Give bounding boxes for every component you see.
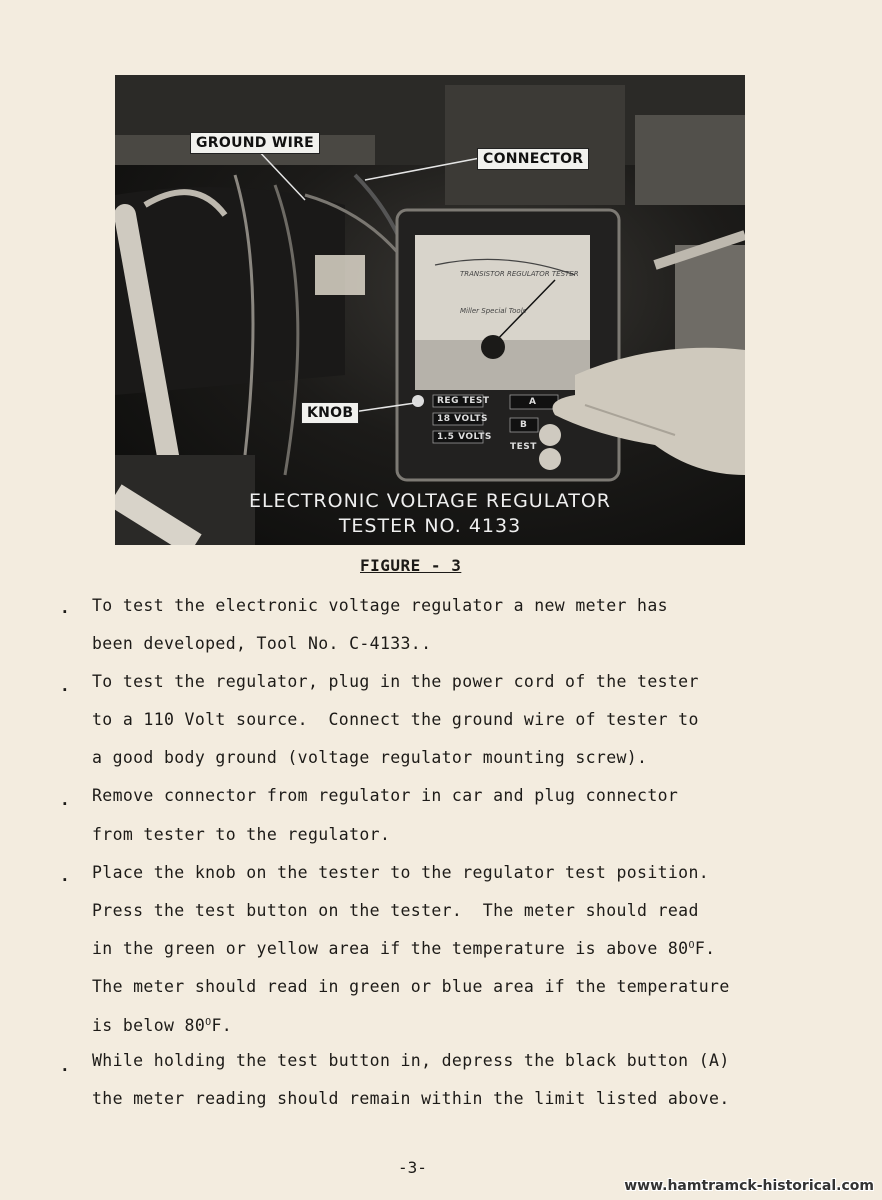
text-line: Press the test button on the tester. The meter should read xyxy=(92,901,699,920)
text-line: a good body ground (voltage regulator mounting screw). xyxy=(92,748,648,767)
text-line: is below 80 xyxy=(92,1016,206,1035)
temperature-unit: F. xyxy=(211,1016,233,1035)
text-line: To test the electronic voltage regulator a new meter has xyxy=(92,596,668,615)
knob-callout: KNOB xyxy=(301,402,359,424)
bullet: . xyxy=(60,676,70,695)
eighteen-volts-label: 18 VOLTS xyxy=(437,414,488,424)
text-line: The meter should read in green or blue area if the temperature xyxy=(92,977,730,996)
text-line: While holding the test button in, depress the black button (A) xyxy=(92,1051,730,1070)
figure-photo xyxy=(115,75,745,545)
bullet: . xyxy=(60,1056,70,1075)
connector-callout: CONNECTOR xyxy=(477,148,589,170)
text-line: been developed, Tool No. C-4133.. xyxy=(92,634,432,653)
meter-scale-title: TRANSISTOR REGULATOR TESTER xyxy=(460,270,579,278)
page-number: -3- xyxy=(398,1158,427,1177)
text-line: from tester to the regulator. xyxy=(92,825,391,844)
button-b-label: B xyxy=(520,420,528,430)
text-line: the meter reading should remain within the limit listed above. xyxy=(92,1089,730,1108)
one-five-volts-label: 1.5 VOLTS xyxy=(437,432,492,442)
reg-test-label: REG TEST xyxy=(437,396,490,406)
figure-title: FIGURE - 3 xyxy=(360,556,462,575)
meter-brand: Miller Special Tools xyxy=(460,307,527,315)
button-a-label: A xyxy=(529,397,537,407)
text-line: Place the knob on the tester to the regulator test position. xyxy=(92,863,710,882)
photo-caption-line-1: ELECTRONIC VOLTAGE REGULATOR xyxy=(248,490,612,512)
text-line: in the green or yellow area if the temperature is above 80 xyxy=(92,939,689,958)
degree-superscript: O xyxy=(688,940,695,951)
bullet: . xyxy=(60,866,70,885)
ground-wire-callout: GROUND WIRE xyxy=(190,132,320,154)
watermark: www.hamtramck-historical.com xyxy=(624,1178,874,1194)
bullet: . xyxy=(60,598,70,617)
temperature-unit: F. xyxy=(694,939,716,958)
degree-superscript: O xyxy=(205,1017,212,1028)
text-line: To test the regulator, plug in the power cord of the tester xyxy=(92,672,699,691)
text-line-with-temperature xyxy=(92,939,715,958)
text-line: Remove connector from regulator in car and plug connector xyxy=(92,786,679,805)
text-line-with-temperature xyxy=(92,1016,232,1035)
text-line: to a 110 Volt source. Connect the ground wire of tester to xyxy=(92,710,699,729)
photo-caption-line-2: TESTER NO. 4133 xyxy=(338,515,522,537)
test-button-label: TEST xyxy=(510,442,537,452)
bullet: . xyxy=(60,790,70,809)
